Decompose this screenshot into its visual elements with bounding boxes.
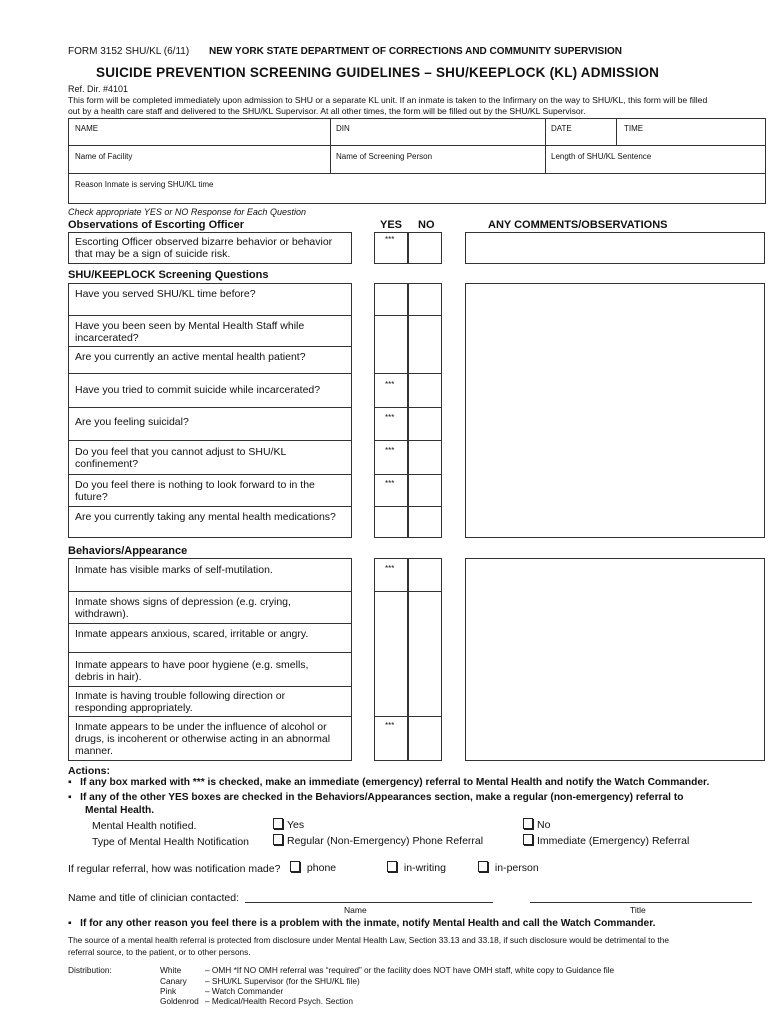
yes-checkbox[interactable]: *** xyxy=(374,232,408,264)
checkbox-icon[interactable] xyxy=(523,818,533,829)
phone-option[interactable]: phone xyxy=(290,861,336,874)
time-field[interactable]: TIME xyxy=(624,124,644,133)
emergency-marker: *** xyxy=(385,380,395,389)
question-text: Inmate shows signs of depression (e.g. crying, withdrawn). xyxy=(75,596,291,620)
regular-referral-option[interactable]: Regular (Non-Emergency) Phone Referral xyxy=(273,834,483,847)
title-caption: Title xyxy=(630,905,646,915)
section-escort: Observations of Escorting Officer xyxy=(68,219,245,231)
question-text: Inmate is having trouble following direction or responding appropriately. xyxy=(75,690,286,714)
checkbox-icon[interactable] xyxy=(478,861,488,872)
action-emergency: ▪ If any box marked with *** is checked, make an immediate (emergency) referral to Mental Health and notify the Watch Commander. xyxy=(68,777,710,788)
comments-column-header: ANY COMMENTS/OBSERVATIONS xyxy=(488,219,668,231)
question-text: Are you currently an active mental health patient? xyxy=(75,351,306,363)
action-regular-cont: Mental Health. xyxy=(85,805,155,816)
checkbox-icon[interactable] xyxy=(523,834,533,845)
notification-method-label: If regular referral, how was notification made? xyxy=(68,863,281,875)
comments-box[interactable] xyxy=(465,232,765,264)
question-row xyxy=(68,232,352,264)
screening-no-column[interactable] xyxy=(408,283,442,538)
question-text: Are you feeling suicidal? xyxy=(75,416,189,428)
din-field[interactable]: DIN xyxy=(336,124,350,133)
question-text: Have you been seen by Mental Health Staff while incarcerated? xyxy=(75,320,305,344)
section-screening: SHU/KEEPLOCK Screening Questions xyxy=(68,269,269,281)
yes-column-header: YES xyxy=(380,219,403,231)
emergency-marker: *** xyxy=(385,564,395,573)
behavior-comments[interactable] xyxy=(465,558,765,761)
behavior-no-column[interactable] xyxy=(408,558,442,761)
ref-directive: Ref. Dir. #4101 xyxy=(68,84,129,94)
action-other: ▪ If for any other reason you feel there is a problem with the inmate, notify Mental Health and call the Watch Commander. xyxy=(68,918,656,929)
section-behaviors: Behaviors/Appearance xyxy=(68,545,188,557)
sentence-field[interactable]: Length of SHU/KL Sentence xyxy=(551,152,652,161)
intro-line-2: out by a health care staff and delivered to the SHU/KL Supervisor. At all other times, the form will be filled out by the SHU/KL Supervisor. xyxy=(68,106,586,116)
question-text: Have you served SHU/KL time before? xyxy=(75,288,256,300)
facility-field[interactable]: Name of Facility xyxy=(75,152,133,161)
action-regular: ▪ If any of the other YES boxes are checked in the Behaviors/Appearances section, make a regular (non-emergency) referral to xyxy=(68,792,684,803)
distribution-desc: – SHU/KL Supervisor (for the SHU/KL file) xyxy=(205,976,360,986)
clinician-title-input[interactable] xyxy=(530,902,752,903)
distribution-desc: – Watch Commander xyxy=(205,986,284,996)
behavior-yes-column[interactable] xyxy=(374,558,408,761)
name-field[interactable]: NAME xyxy=(75,124,99,133)
check-instruction: Check appropriate YES or NO Response for Each Question xyxy=(68,207,306,217)
no-checkbox[interactable] xyxy=(408,232,442,264)
page-title: SUICIDE PREVENTION SCREENING GUIDELINES – SHU/KEEPLOCK (KL) ADMISSION xyxy=(96,65,660,80)
checkbox-icon[interactable] xyxy=(290,861,300,872)
notification-type-label: Type of Mental Health Notification xyxy=(92,836,249,848)
clinician-name-input[interactable] xyxy=(245,902,493,903)
checkbox-icon[interactable] xyxy=(273,834,283,845)
question-text: Do you feel there is nothing to look forward to in the future? xyxy=(75,479,315,503)
question-text: Inmate has visible marks of self-mutilation. xyxy=(75,564,273,576)
form-number: FORM 3152 SHU/KL (6/11) xyxy=(68,46,190,57)
clinician-label: Name and title of clinician contacted: xyxy=(68,892,240,904)
confidentiality-line-1: The source of a mental health referral is protected from disclosure under Mental Health Law, Section 33.13 and 33.18, if such disclosure would be detrimental to the xyxy=(68,935,669,945)
reason-field[interactable]: Reason Inmate is serving SHU/KL time xyxy=(75,180,214,189)
question-text: Inmate appears to be under the influence of alcohol or drugs, is incoherent or otherwise acting in an abnormal manner. xyxy=(75,721,331,757)
date-field[interactable]: DATE xyxy=(551,124,572,133)
question-text: Inmate appears to have poor hygiene (e.g. smells, debris in hair). xyxy=(75,659,309,683)
distribution-color: White xyxy=(160,965,182,975)
screening-yes-column[interactable] xyxy=(374,283,408,538)
emergency-marker: *** xyxy=(385,721,395,730)
question-text: Escorting Officer observed bizarre behavior or behavior that may be a sign of suicide risk. xyxy=(75,236,333,260)
question-text: Have you tried to commit suicide while incarcerated? xyxy=(75,384,321,396)
distribution-label: Distribution: xyxy=(68,965,112,975)
distribution-desc: – Medical/Health Record Psych. Section xyxy=(205,996,354,1006)
in-writing-option[interactable]: in-writing xyxy=(387,861,446,874)
question-text: Do you feel that you cannot adjust to SHU/KL confinement? xyxy=(75,446,286,470)
question-text: Inmate appears anxious, scared, irritable or angry. xyxy=(75,628,309,640)
distribution-color: Goldenrod xyxy=(160,996,199,1006)
info-grid xyxy=(68,118,766,204)
confidentiality-line-2: referral source, to the patient, or to other persons. xyxy=(68,947,251,957)
agency-name: NEW YORK STATE DEPARTMENT OF CORRECTIONS AND COMMUNITY SUPERVISION xyxy=(209,46,622,57)
emergency-marker: *** xyxy=(385,446,395,455)
emergency-marker: *** xyxy=(385,413,395,422)
mh-notified-label: Mental Health notified. xyxy=(92,820,197,832)
immediate-referral-option[interactable]: Immediate (Emergency) Referral xyxy=(523,834,689,847)
notified-no-option[interactable]: No xyxy=(523,818,550,831)
checkbox-icon[interactable] xyxy=(273,818,283,829)
in-person-option[interactable]: in-person xyxy=(478,861,539,874)
screening-comments[interactable] xyxy=(465,283,765,538)
notified-yes-option[interactable]: Yes xyxy=(273,818,304,831)
name-caption: Name xyxy=(344,905,367,915)
checkbox-icon[interactable] xyxy=(387,861,397,872)
intro-line-1: This form will be completed immediately upon admission to SHU or a separate KL unit. If an inmate is taken to the Infirmary on the way to SHU/KL, this form will be filled xyxy=(68,95,708,105)
distribution-desc: – OMH *If NO OMH referral was “required” or the facility does NOT have OMH staff, white copy to Guidance file xyxy=(205,965,615,975)
distribution-color: Canary xyxy=(160,976,187,986)
actions-title: Actions: xyxy=(68,765,110,777)
distribution-color: Pink xyxy=(160,986,177,996)
question-text: Are you currently taking any mental health medications? xyxy=(75,511,336,523)
no-column-header: NO xyxy=(418,219,435,231)
emergency-marker: *** xyxy=(385,479,395,488)
screener-field[interactable]: Name of Screening Person xyxy=(336,152,433,161)
